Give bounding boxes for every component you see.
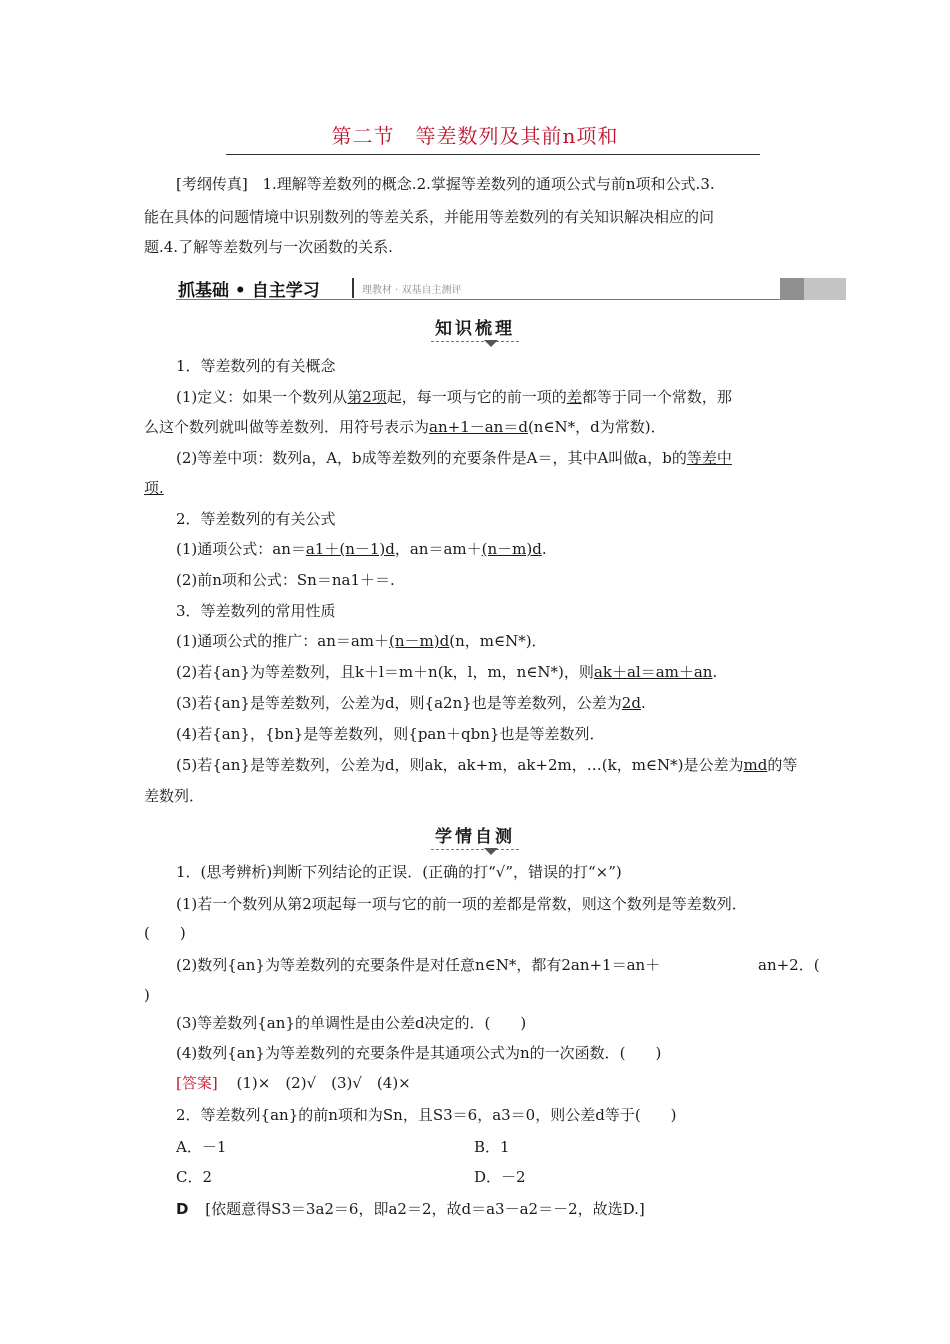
k-prop-5-cont: 差数列． [144,787,205,805]
q1-statement-3: (3)等差数列{an}的单调性是由公差d决定的．( ) [176,1014,527,1032]
k-mid-line-1: (2)等差中项：数列a，A，b成等差数列的充要条件是A＝，其中A叫做a，b的等差中 [176,449,732,467]
q2-stem: 2．等差数列{an}的前n项和为Sn，且S3＝6，a3＝0，则公差d等于( ) [176,1106,677,1124]
section-heading-zhishi: 知识梳理 [0,314,950,339]
q2-option-b: B．1 [474,1138,510,1156]
section-heading-xueqing: 学情自测 [0,822,950,847]
k-formula-2: (2)前n项和公式：Sn＝na1＋＝. [176,571,395,589]
q1-statement-2: (2)数列{an}为等差数列的充要条件是对任意n∈N*，都有2an+1＝an＋ [176,956,661,974]
q1-stem: 1．(思考辨析)判断下列结论的正误．(正确的打“√”，错误的打“×”) [176,863,622,881]
answer-tag: [答案] [176,1074,218,1092]
banner-underline [176,299,780,300]
section-banner [176,276,846,300]
k-prop-1: (1)通项公式的推广：an＝am＋(n－m)d(n，m∈N*)． [176,632,547,650]
k-mid-line-2: 项. [144,479,164,497]
banner-block-light [804,278,846,300]
k-h2: 2．等差数列的有关公式 [176,510,336,528]
heading-arrow-icon [484,848,498,855]
k-prop-2: (2)若{an}为等差数列，且k＋l＝m＋n(k，l，m，n∈N*)，则ak＋al＝am＋an. [176,663,718,681]
q1-statement-4: (4)数列{an}为等差数列的充要条件是其通项公式为n的一次函数．( ) [176,1044,662,1062]
q2-option-c: C．2 [176,1168,213,1186]
q2-option-d: D．－2 [474,1168,526,1186]
q1-statement-1: (1)若一个数列从第2项起每一项与它的前一项的差都是常数，则这个数列是等差数列． [176,895,747,913]
q2-solution: D [依题意得S3＝3a2＝6，即a2＝2，故d＝a3－a2＝－2，故选D.] [176,1200,645,1218]
banner-block-dark [780,278,804,300]
heading-arrow-icon [484,340,498,347]
kaogang-line-2: 能在具体的问题情境中识别数列的等差关系，并能用等差数列的有关知识解决相应的问 [144,208,715,226]
q1-statement-1-blank: ( ) [144,924,186,942]
k-prop-4: (4)若{an}，{bn}是等差数列，则{pan＋qbn}也是等差数列． [176,725,605,743]
q1-statement-2-cont: ) [144,986,150,1004]
kaogang-tag: [考纲传真] [176,175,248,193]
q1-answer: [答案] (1)× (2)√ (3)√ (4)× [176,1074,411,1092]
k-formula-1: (1)通项公式：an＝a1＋(n－1)d，an＝am＋(n－m)d. [176,540,547,558]
k-prop-3: (3)若{an}是等差数列，公差为d，则{a2n}也是等差数列，公差为2d. [176,694,646,712]
banner-subtitle: 理教材 · 双基自主测评 [362,285,462,296]
kaogang-line-3: 题.4.了解等差数列与一次函数的关系. [144,238,393,256]
banner-title: 抓基础 • 自主学习 [178,281,320,301]
k-h3: 3．等差数列的常用性质 [176,602,336,620]
page-title: 第二节 等差数列及其前n项和 [331,124,619,148]
banner-divider [352,278,354,298]
kaogang-line-1: [考纲传真] 1.理解等差数列的概念.2.掌握等差数列的通项公式与前n项和公式.3. [176,175,715,193]
k-def-line-1: (1)定义：如果一个数列从第2项起，每一项与它的前一项的差都等于同一个常数，那 [176,388,732,406]
q1-statement-2-tail: an+2．( [758,956,820,974]
k-h1: 1．等差数列的有关概念 [176,357,336,375]
k-def-line-2: 么这个数列就叫做等差数列．用符号表示为an+1－an＝d(n∈N*，d为常数)． [144,418,666,436]
q2-option-a: A．－1 [176,1138,227,1156]
title-rule [226,154,760,155]
k-prop-5: (5)若{an}是等差数列，公差为d，则ak，ak+m，ak+2m，…(k，m∈N*)是公差为md的等 [176,756,798,774]
solution-letter: D [176,1200,189,1218]
